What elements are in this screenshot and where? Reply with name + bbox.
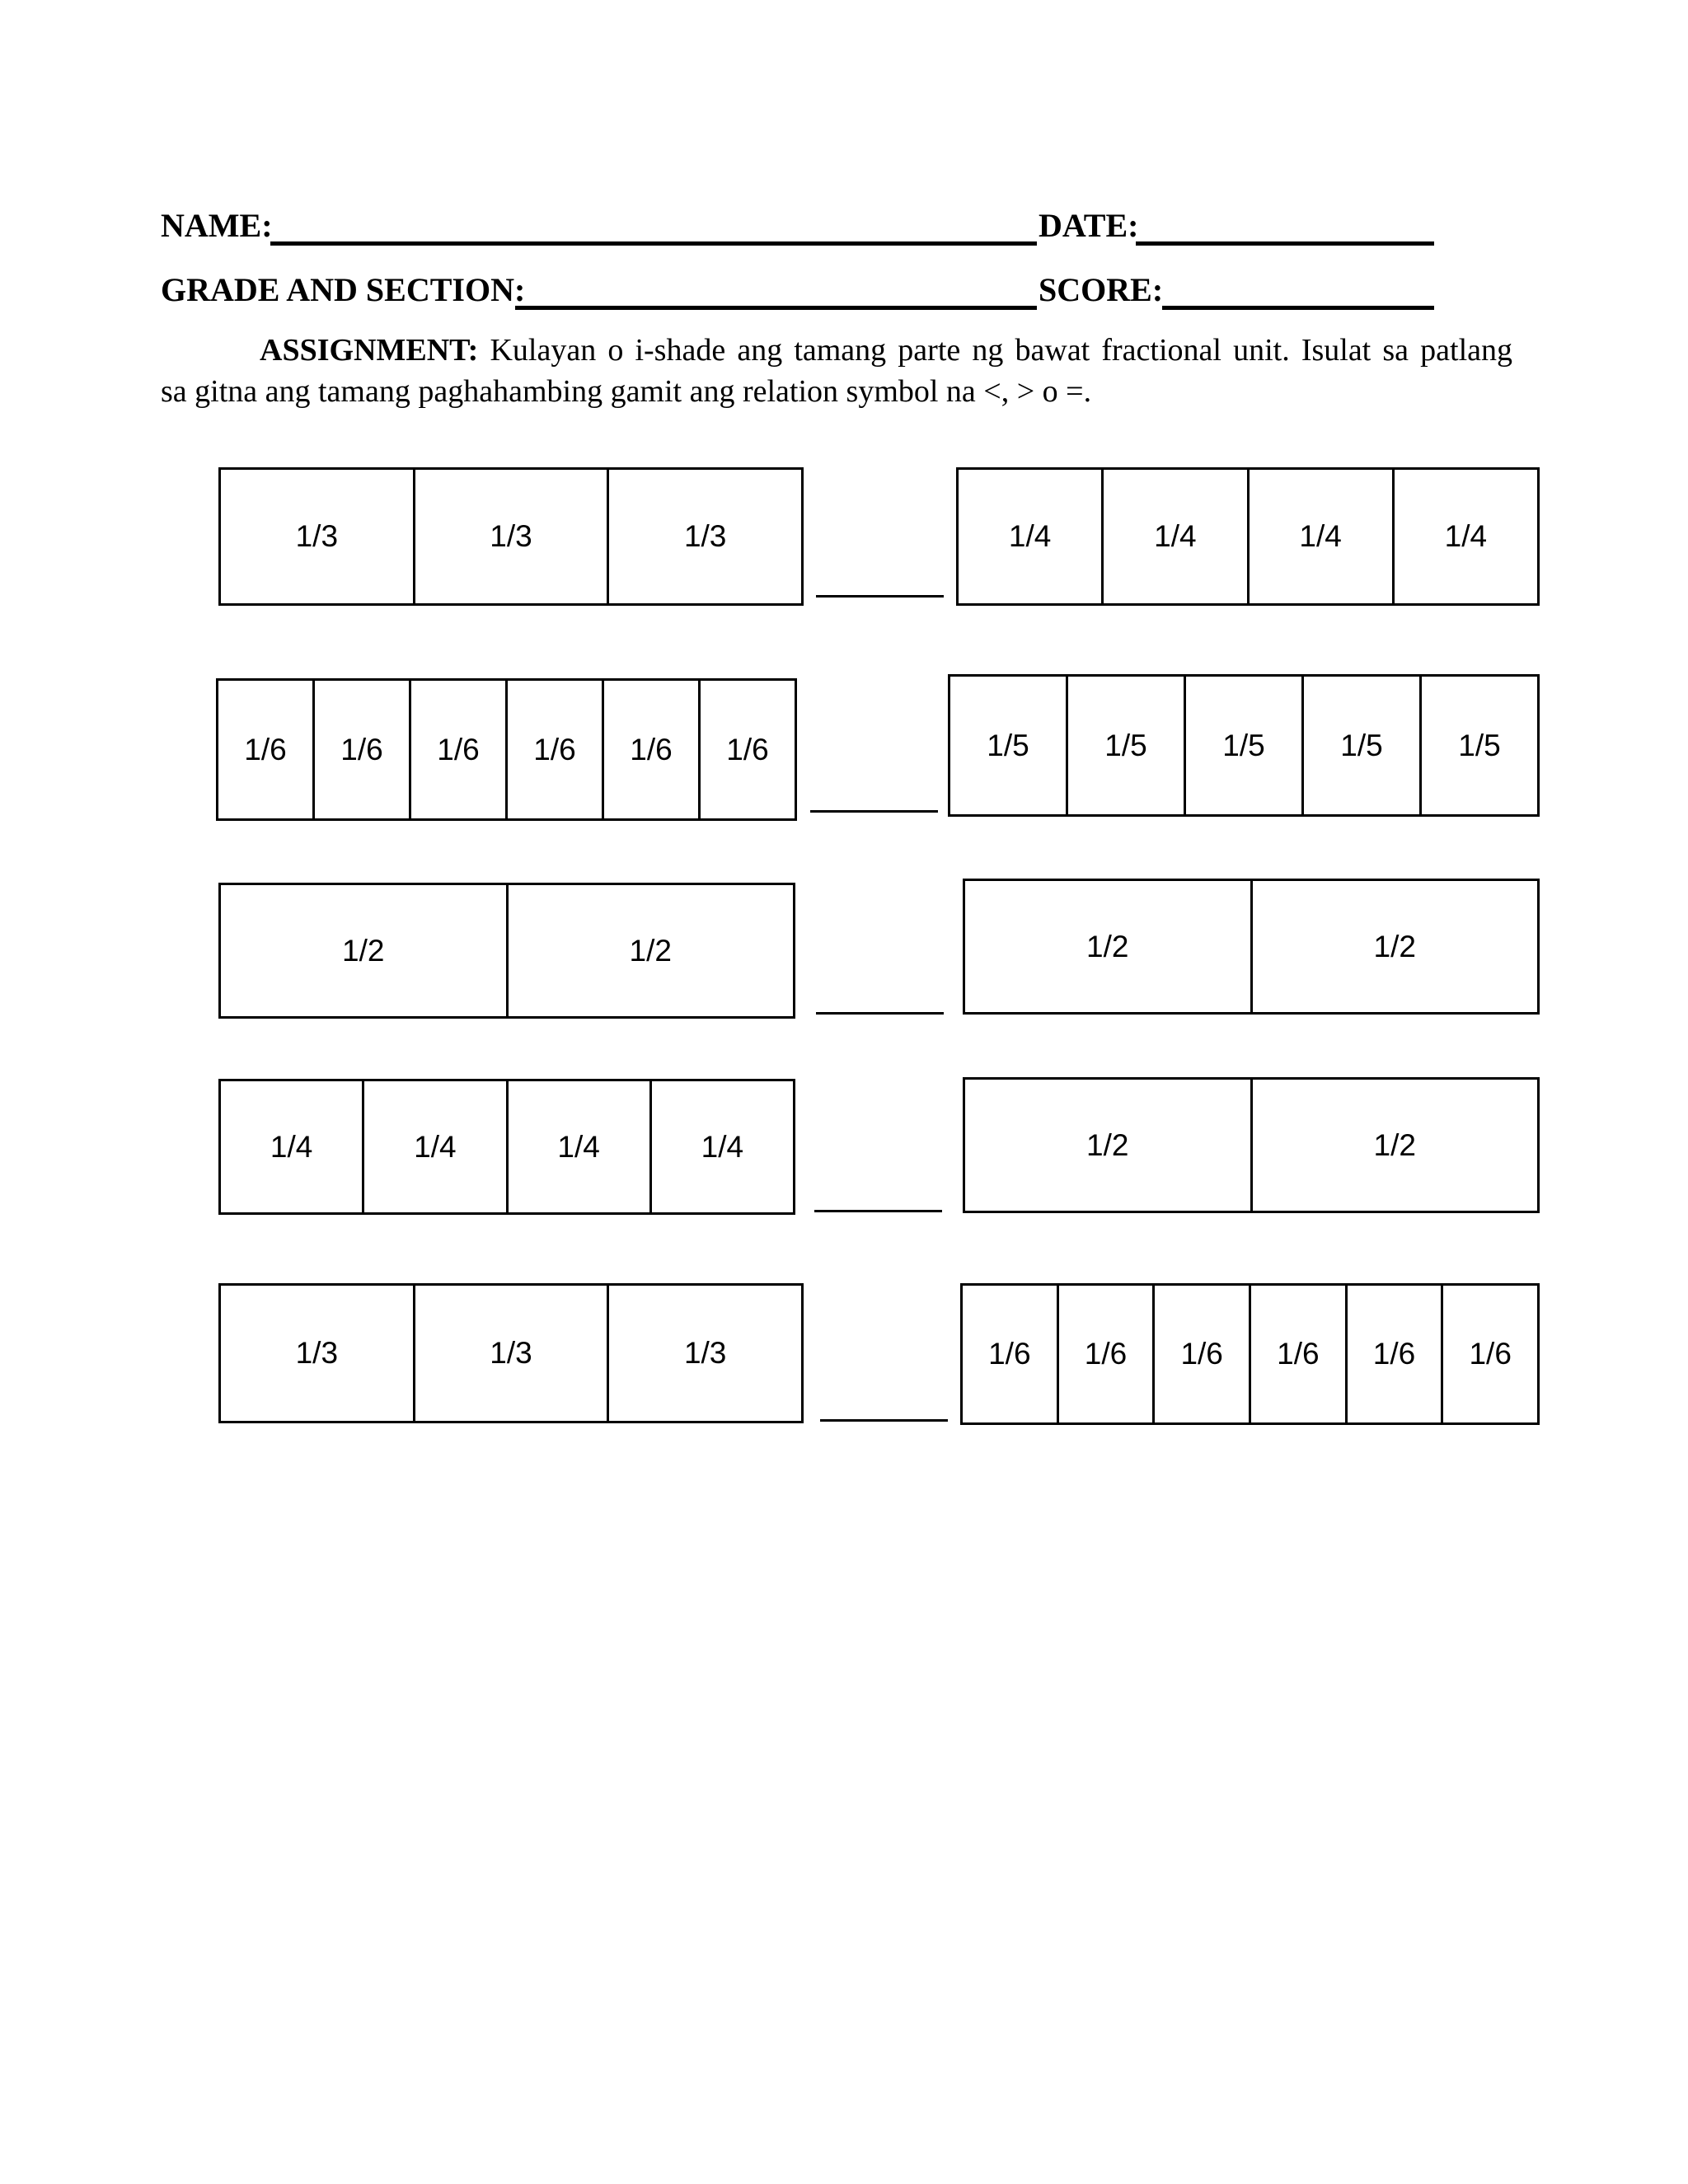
fraction-bar-left-3: [218, 883, 795, 1019]
fraction-cell[interactable]: 1/2: [965, 1080, 1253, 1211]
fraction-cell[interactable]: 1/3: [415, 470, 610, 603]
fraction-cell[interactable]: 1/4: [1250, 470, 1395, 603]
fraction-cell[interactable]: 1/2: [965, 881, 1253, 1012]
grade-score-row: [161, 260, 1434, 310]
fraction-cell[interactable]: 1/4: [221, 1081, 364, 1212]
fraction-bar-right-1: [956, 467, 1540, 606]
instructions-line-2: sa gitna ang tamang paghahambing gamit ang relation symbol na <, > o =.: [161, 374, 1092, 409]
fraction-cell[interactable]: 1/6: [411, 681, 508, 818]
date-field[interactable]: [1136, 241, 1434, 246]
fraction-bar-left-2: [216, 678, 797, 821]
assignment-instructions: [161, 330, 1512, 412]
comparison-blank-4[interactable]: [814, 1210, 942, 1212]
assignment-label: ASSIGNMENT:: [260, 333, 479, 368]
fraction-bar-left-1: [218, 467, 804, 606]
name-field[interactable]: [270, 241, 1037, 246]
fraction-cell[interactable]: 1/6: [1469, 1337, 1512, 1371]
fraction-cell[interactable]: 1/5: [1068, 677, 1186, 814]
fraction-cell[interactable]: 1/3: [683, 519, 727, 553]
fraction-cell[interactable]: 1/5: [950, 677, 1068, 814]
fraction-cell[interactable]: 1/5: [1186, 677, 1304, 814]
fraction-cell[interactable]: 1/2: [221, 885, 509, 1016]
fraction-cell[interactable]: 1/4: [959, 470, 1104, 603]
fraction-cell[interactable]: 1/4: [701, 1129, 744, 1164]
fraction-cell[interactable]: 1/6: [1251, 1286, 1348, 1422]
comparison-blank-2[interactable]: [810, 810, 938, 813]
comparison-blank-1[interactable]: [816, 595, 944, 598]
name-date-row: [161, 196, 1434, 246]
fraction-cell[interactable]: 1/3: [683, 1336, 727, 1370]
instructions-text-1: Kulayan o i-shade ang tamang parte ng bawat fractional unit. Isulat sa patlang: [490, 333, 1513, 368]
fraction-cell[interactable]: 1/6: [1059, 1286, 1156, 1422]
fraction-bar-right-3: [963, 879, 1540, 1015]
fraction-bar-right-5: [960, 1283, 1540, 1425]
fraction-cell[interactable]: 1/6: [604, 681, 701, 818]
fraction-cell[interactable]: 1/3: [415, 1286, 610, 1421]
fraction-cell[interactable]: 1/2: [1373, 1127, 1416, 1162]
fraction-cell[interactable]: 1/6: [726, 732, 769, 766]
fraction-cell[interactable]: 1/2: [629, 933, 672, 968]
fraction-cell[interactable]: 1/2: [1373, 929, 1416, 963]
fraction-cell[interactable]: 1/6: [1155, 1286, 1251, 1422]
fraction-cell[interactable]: 1/5: [1458, 728, 1501, 762]
comparison-blank-5[interactable]: [820, 1419, 948, 1422]
score-label: SCORE:: [1039, 271, 1164, 308]
comparison-blank-3[interactable]: [816, 1012, 944, 1015]
fraction-cell[interactable]: 1/6: [218, 681, 315, 818]
fraction-cell[interactable]: 1/6: [1348, 1286, 1444, 1422]
fraction-cell[interactable]: 1/4: [1444, 519, 1488, 553]
fraction-cell[interactable]: 1/6: [963, 1286, 1059, 1422]
score-field[interactable]: [1162, 306, 1434, 310]
fraction-cell[interactable]: 1/4: [509, 1081, 652, 1212]
fraction-bar-left-5: [218, 1283, 804, 1423]
fraction-cell[interactable]: 1/6: [315, 681, 411, 818]
fraction-cell[interactable]: 1/5: [1304, 677, 1422, 814]
grade-section-label: GRADE AND SECTION:: [161, 271, 526, 308]
date-label: DATE:: [1039, 207, 1139, 244]
fraction-cell[interactable]: 1/6: [508, 681, 604, 818]
fraction-cell[interactable]: 1/4: [1104, 470, 1249, 603]
fraction-cell[interactable]: 1/3: [221, 470, 415, 603]
grade-section-field[interactable]: [515, 306, 1037, 310]
name-label: NAME:: [161, 207, 273, 244]
fraction-cell[interactable]: 1/4: [364, 1081, 508, 1212]
fraction-bar-right-2: [948, 674, 1540, 817]
fraction-cell[interactable]: 1/3: [221, 1286, 415, 1421]
instructions-line-1: [161, 330, 1512, 371]
fraction-bar-left-4: [218, 1079, 795, 1215]
fraction-bar-right-4: [963, 1077, 1540, 1213]
